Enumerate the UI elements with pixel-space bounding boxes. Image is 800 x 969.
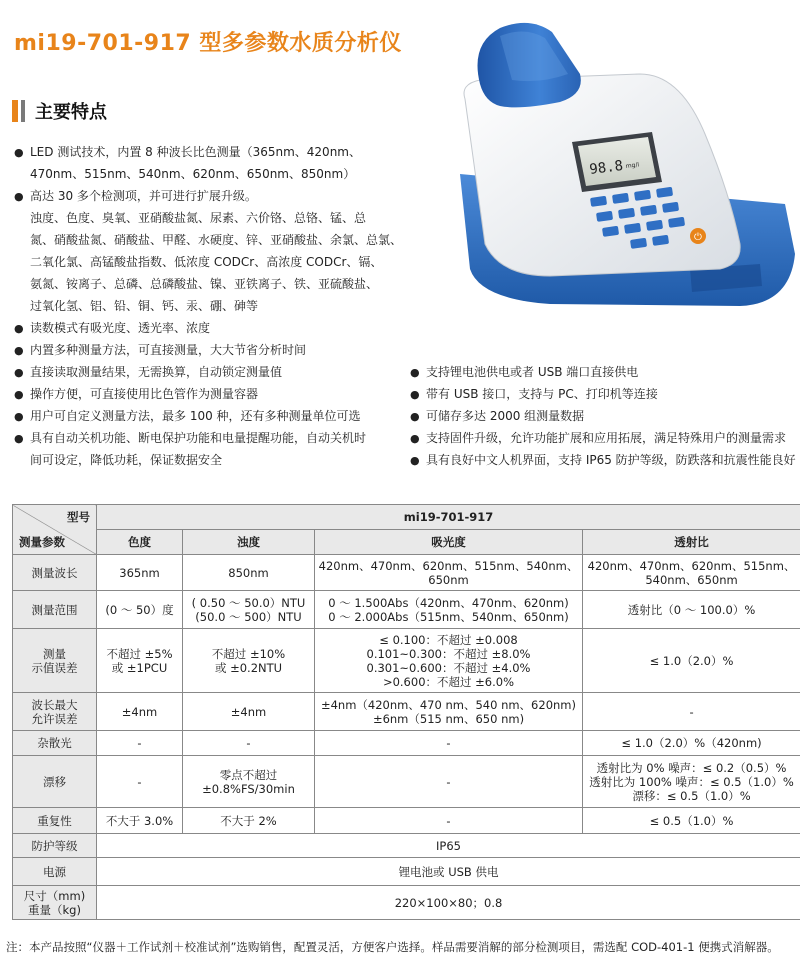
row-label: 杂散光	[13, 731, 97, 756]
col-header-color: 色度	[97, 530, 183, 555]
bullet-icon: ●	[14, 432, 24, 445]
feature-item: ● 具有良好中文人机界面，支持 IP65 防护等级，防跌落和抗震性能良好	[410, 449, 800, 472]
row-label: 漂移	[13, 756, 97, 808]
table-cell: 透射比（0 ～ 100.0）%	[583, 591, 800, 629]
bullet-icon: ●	[410, 454, 420, 467]
lcd-unit: mg/l	[625, 161, 640, 170]
feature-continuation: 过氧化氢、铝、铅、铜、钙、汞、硼、砷等	[30, 299, 259, 313]
lcd-reading: 98.8	[588, 157, 624, 178]
feature-item: ● LED 测试技术，内置 8 种波长比色测量（365nm、420nm、	[14, 141, 361, 164]
table-cell: ≤ 1.0（2.0）%	[583, 629, 800, 693]
table-cell: -	[97, 756, 183, 808]
feature-continuation: 470nm、515nm、540nm、620nm、650nm、850nm）	[30, 167, 356, 181]
bullet-icon: ●	[410, 432, 420, 445]
bullet-icon: ●	[14, 388, 24, 401]
bullet-icon: ●	[14, 322, 24, 335]
row-label: 测量 示值误差	[13, 629, 97, 693]
feature-item: ● 支持锂电池供电或者 USB 端口直接供电	[410, 361, 638, 384]
table-cell: -	[183, 731, 315, 756]
feature-continuation: 间可设定，降低功耗，保证数据安全	[30, 453, 223, 467]
table-cell: ≤ 1.0（2.0）%（420nm)	[583, 731, 800, 756]
table-corner	[13, 505, 97, 555]
table-row	[13, 756, 800, 808]
feature-continuation: 二氧化氯、高锰酸盐指数、低浓度 CODCr、高浓度 CODCr、镉、	[30, 255, 383, 269]
table-cell: ( 0.50 ～ 50.0）NTU (50.0 ～ 500）NTU	[183, 591, 315, 629]
feature-item: ● 读数模式有吸光度、透光率、浓度	[14, 317, 210, 340]
table-cell: 透射比为 0% 噪声：≤ 0.2（0.5）% 透射比为 100% 噪声：≤ 0.5（1.0）% 漂移：≤ 0.5（1.0）%	[583, 756, 800, 808]
feature-item: ● 操作方便，可直接使用比色管作为测量容器	[14, 383, 258, 406]
table-row	[13, 858, 800, 886]
feature-item: ● 直接读取测量结果，无需换算，自动锁定测量值	[14, 361, 282, 384]
page-title: mi19-701-917 型多参数水质分析仪	[14, 31, 402, 56]
table-row	[13, 834, 800, 858]
feature-item: ● 用户可自定义测量方法，最多 100 种，还有多种测量单位可选	[14, 405, 361, 428]
table-cell: -	[315, 756, 583, 808]
table-cell: 420nm、470nm、620nm、515nm、540nm、 650nm	[315, 555, 583, 591]
col-header-turbidity: 浊度	[183, 530, 315, 555]
bullet-icon: ●	[410, 388, 420, 401]
table-cell: ±4nm	[97, 693, 183, 731]
feature-item: ● 高达 30 多个检测项，并可进行扩展升级。	[14, 185, 257, 208]
table-cell: 0 ～ 1.500Abs（420nm、470nm、620nm) 0 ～ 2.000Abs（515nm、540nm、650nm)	[315, 591, 583, 629]
table-row	[13, 629, 800, 693]
row-label: 测量范围	[13, 591, 97, 629]
bullet-icon: ●	[14, 410, 24, 423]
bullet-icon: ●	[14, 190, 24, 203]
bullet-icon: ●	[410, 410, 420, 423]
table-row	[13, 731, 800, 756]
bullet-icon: ●	[410, 366, 420, 379]
table-row	[13, 591, 800, 629]
table-cell: -	[315, 731, 583, 756]
table-cell: 不大于 2%	[183, 808, 315, 834]
table-cell: IP65	[97, 834, 800, 858]
table-cell: 零点不超过 ±0.8%FS/30min	[183, 756, 315, 808]
table-cell: 不超过 ±10% 或 ±0.2NTU	[183, 629, 315, 693]
table-cell: ±4nm（420nm、470 nm、540 nm、620nm) ±6nm（515 nm、650 nm)	[315, 693, 583, 731]
row-label: 测量波长	[13, 555, 97, 591]
table-cell: -	[97, 731, 183, 756]
feature-item: ● 带有 USB 接口，支持与 PC、打印机等连接	[410, 383, 658, 406]
table-cell: ±4nm	[183, 693, 315, 731]
table-cell: 不大于 3.0%	[97, 808, 183, 834]
bullet-icon: ●	[14, 146, 24, 159]
footnote: 注：本产品按照“仪器＋工作试剂＋校准试剂”选购销售，配置灵活，方便客户选择。样品需要消解的部分检测项目，需选配 COD-401-1 便携式消解器。	[6, 940, 779, 954]
table-cell: -	[583, 693, 800, 731]
row-label: 电源	[13, 858, 97, 886]
table-cell: 365nm	[97, 555, 183, 591]
bullet-icon: ●	[14, 366, 24, 379]
section-heading	[12, 100, 107, 122]
table-cell: ≤ 0.5（1.0）%	[583, 808, 800, 834]
power-icon: ⏻	[694, 232, 702, 243]
table-row	[13, 693, 800, 731]
table-cell: (0 ～ 50）度	[97, 591, 183, 629]
bullet-icon: ●	[14, 344, 24, 357]
col-header-transmittance: 透射比	[583, 530, 800, 555]
table-cell: ≤ 0.100：不超过 ±0.008 0.101~0.300：不超过 ±8.0% 0.301~0.600：不超过 ±4.0% >0.600：不超过 ±6.0%	[315, 629, 583, 693]
table-cell: 220×100×80；0.8	[97, 886, 800, 920]
col-header-absorbance: 吸光度	[315, 530, 583, 555]
spec-table	[12, 504, 800, 920]
row-label: 尺寸（mm) 重量（kg)	[13, 886, 97, 920]
row-label: 重复性	[13, 808, 97, 834]
heading-gray-bar	[21, 100, 25, 122]
water-analyzer-device-image	[440, 14, 800, 314]
feature-item: ● 内置多种测量方法，可直接测量，大大节省分析时间	[14, 339, 306, 362]
table-row	[13, 808, 800, 834]
corner-param-label: 测量参数	[19, 535, 65, 549]
feature-item: ● 具有自动关机功能、断电保护功能和电量提醒功能，自动关机时	[14, 427, 366, 450]
feature-item: ● 支持固件升级，允许功能扩展和应用拓展，满足特殊用户的测量需求	[410, 427, 800, 450]
feature-continuation: 氨氮、铵离子、总磷、总磷酸盐、镍、亚铁离子、铁、亚硫酸盐、	[30, 277, 379, 291]
heading-accent-bar	[12, 100, 18, 122]
corner-model-label: 型号	[67, 510, 90, 524]
table-cell: -	[315, 808, 583, 834]
table-cell: 不超过 ±5% 或 ±1PCU	[97, 629, 183, 693]
row-label: 波长最大 允许误差	[13, 693, 97, 731]
table-cell: 锂电池或 USB 供电	[97, 858, 800, 886]
section-title: 主要特点	[35, 102, 107, 123]
table-row	[13, 555, 800, 591]
row-label: 防护等级	[13, 834, 97, 858]
feature-item: ● 可储存多达 2000 组测量数据	[410, 405, 584, 428]
table-cell: 420nm、470nm、620nm、515nm、 540nm、650nm	[583, 555, 800, 591]
table-cell: 850nm	[183, 555, 315, 591]
feature-continuation: 氮、硝酸盐氮、硝酸盐、甲醛、水硬度、锌、亚硝酸盐、余氯、总氯、	[30, 233, 403, 247]
table-row	[13, 886, 800, 920]
feature-continuation: 浊度、色度、臭氧、亚硝酸盐氮、尿素、六价铬、总铬、锰、总	[30, 211, 367, 225]
model-header: mi19-701-917	[97, 505, 800, 530]
